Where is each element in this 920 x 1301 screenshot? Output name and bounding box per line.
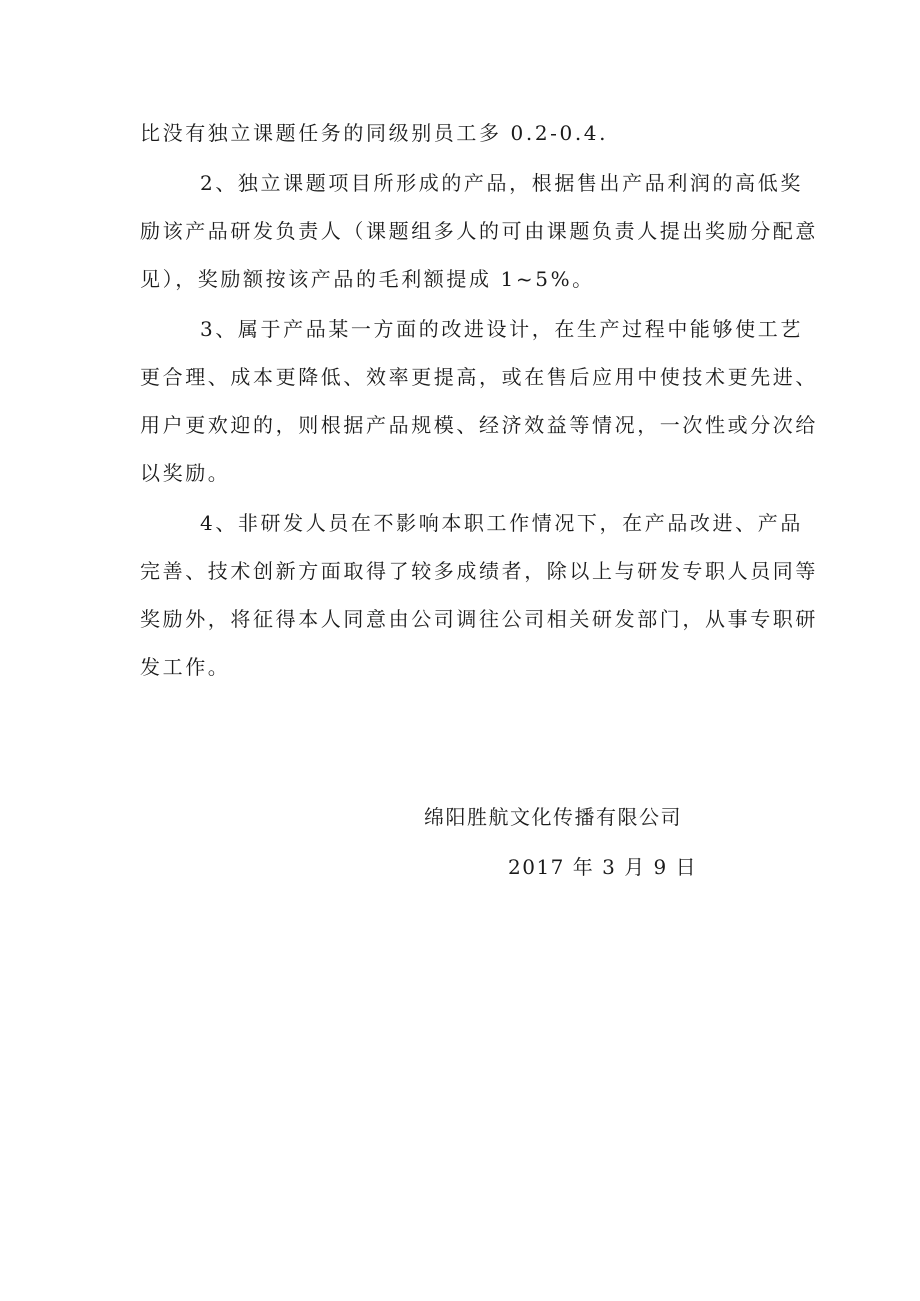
paragraph-4-line-2: 完善、技术创新方面取得了较多成绩者，除以上与研发专职人员同等: [140, 559, 818, 583]
paragraph-2-line-3: 见），奖励额按该产品的毛利额提成 1~5%。: [140, 267, 595, 291]
paragraph-2-line-1: 2、独立课题项目所形成的产品，根据售出产品利润的高低奖: [200, 171, 803, 195]
paragraph-2-line-2: 励该产品研发负责人（课题组多人的可由课题负责人提出奖励分配意: [140, 219, 818, 243]
paragraph-3-line-2: 更合理、成本更降低、效率更提高，或在售后应用中使技术更先进、: [140, 365, 818, 389]
signature-date: 2017 年 3 月 9 日: [508, 855, 698, 879]
paragraph-4-line-3: 奖励外，将征得本人同意由公司调往公司相关研发部门，从事专职研: [140, 607, 818, 631]
paragraph-4-line-1: 4、非研发人员在不影响本职工作情况下，在产品改进、产品: [200, 511, 803, 535]
paragraph-3-line-1: 3、属于产品某一方面的改进设计，在生产过程中能够使工艺: [200, 317, 803, 341]
signature-company: 绵阳胜航文化传播有限公司: [424, 805, 682, 829]
paragraph-3-line-3: 用户更欢迎的，则根据产品规模、经济效益等情况，一次性或分次给: [140, 413, 818, 437]
paragraph-3-line-4: 以奖励。: [140, 461, 231, 485]
paragraph-1-line-1: 比没有独立课题任务的同级别员工多 0.2-0.4.: [140, 121, 609, 145]
paragraph-4-line-4: 发工作。: [140, 655, 231, 679]
